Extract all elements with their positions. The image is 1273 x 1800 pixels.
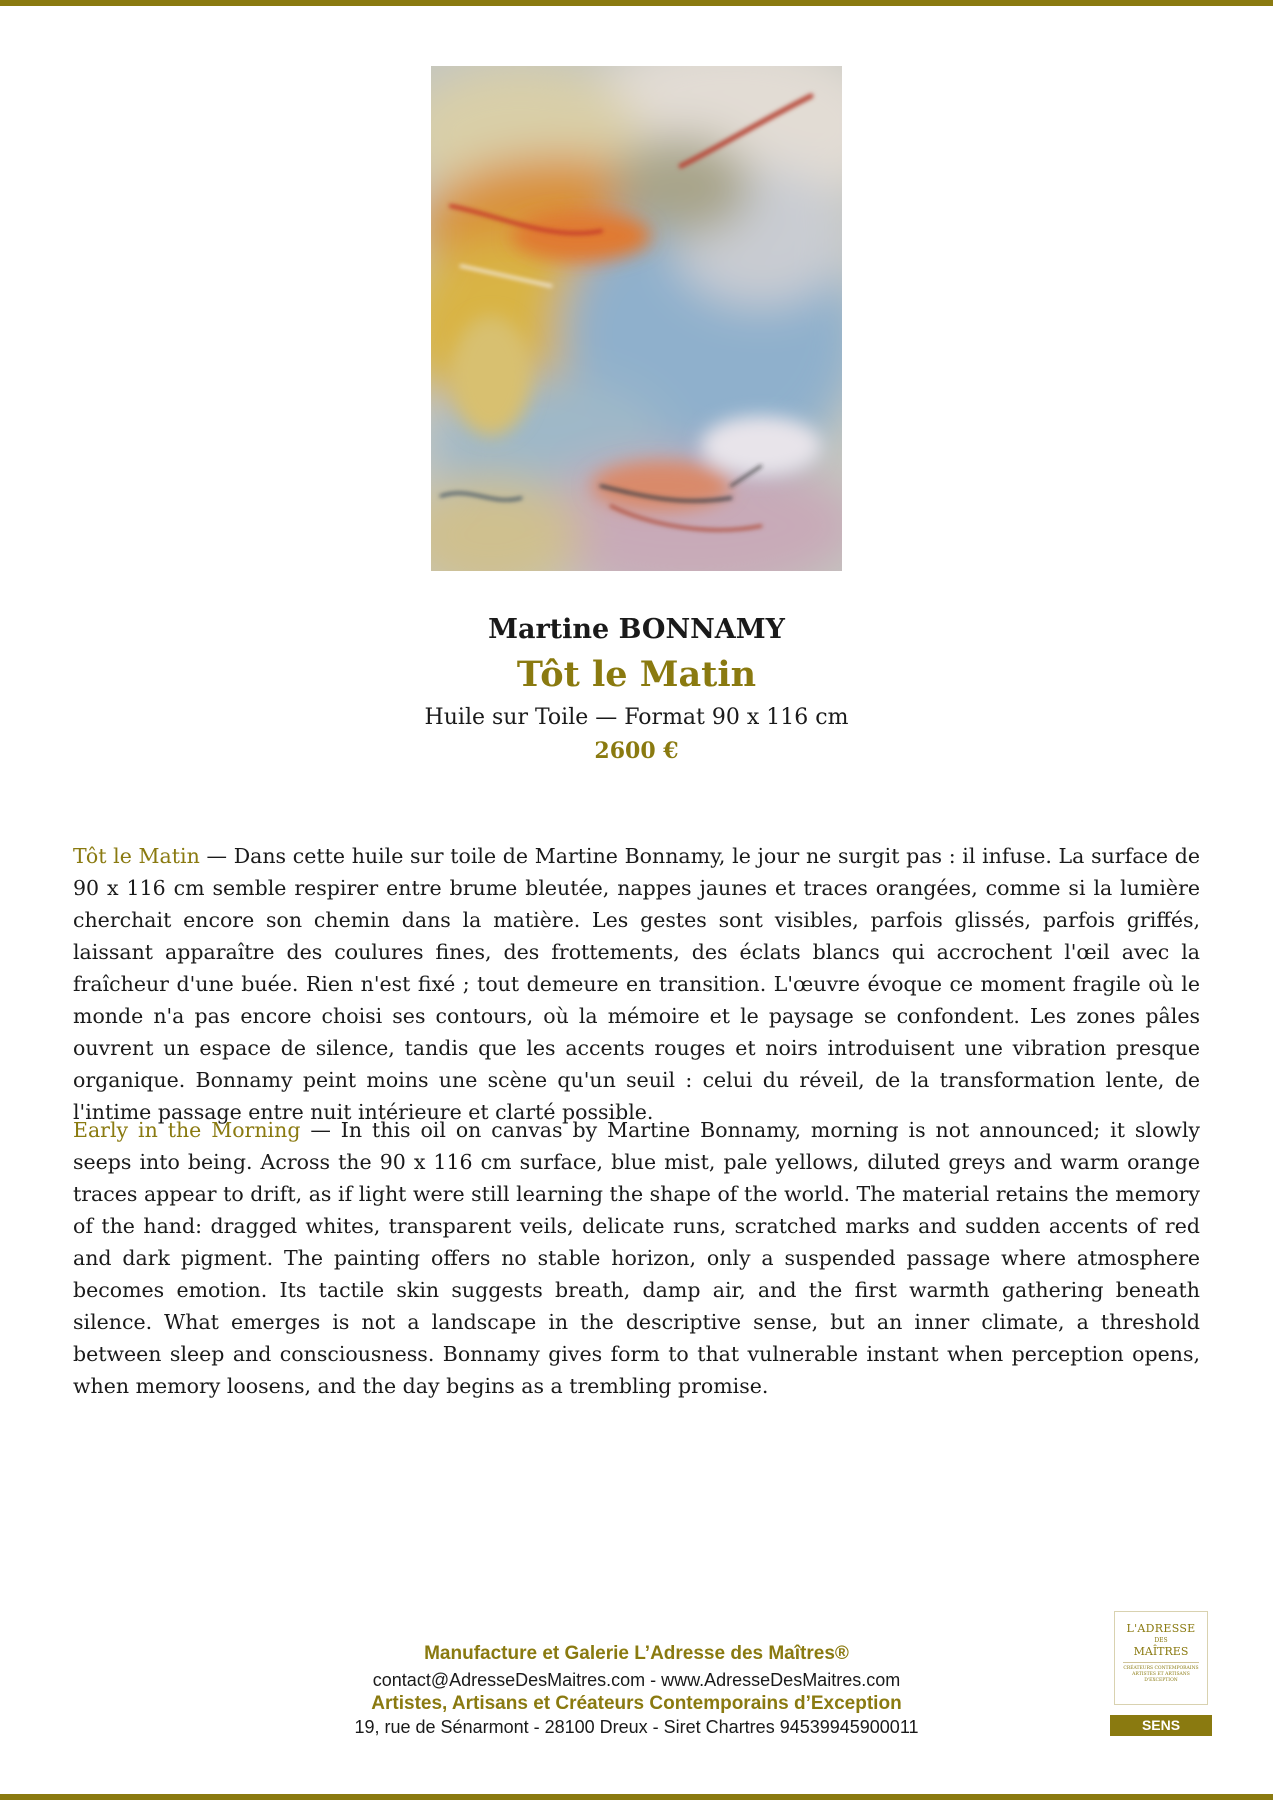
logo-line-4: CRÉATEURS CONTEMPORAINS ARTISTES ET ARTISANS D'EXCEPTION	[1123, 1666, 1199, 1683]
description-en	[73, 1114, 1200, 1402]
artwork-price: 2600 €	[594, 738, 679, 764]
description-en-lead: Early in the Morning	[73, 1118, 301, 1142]
logo-line-1: L'ADRESSE	[1126, 1622, 1196, 1635]
artwork-title: Tôt le Matin	[516, 654, 757, 695]
gallery-logo	[1114, 1611, 1208, 1705]
logo-line-2: DES	[1154, 1637, 1168, 1644]
logo-line-3: MAÎTRES	[1133, 1645, 1189, 1658]
description-fr-body: — Dans cette huile sur toile de Martine Bonnamy, le jour ne surgit pas : il infuse. La surface de 90 x 116 cm semble respirer entre brume bleutée, nappes jaunes et traces orangées, comme si la lumière cherchait encore son chemin dans la matière. Les gestes sont visibles, parfois glissés, parfois griffés, laissant apparaître des coulures fines, des frottements, des éclats blancs qui accrochent l'œil avec la fraîcheur d'une buée. Rien n'est fixé ; tout demeure en transition. L'œuvre évoque ce moment fragile où le monde n'a pas encore choisi ses contours, où la mémoire et le paysage se confondent. Les zones pâles ouvrent un espace de silence, tandis que les accents rouges et noirs introduisent une vibration presque organique. Bonnamy peint moins une scène qu'un seuil : celui du réveil, de la transformation lente, de l'intime passage entre nuit intérieure et clarté possible.	[73, 844, 1200, 1124]
artwork-image	[431, 66, 842, 571]
description-fr-lead: Tôt le Matin	[73, 844, 200, 868]
footer-address: 19, rue de Sénarmont - 28100 Dreux - Siret Chartres 94539945900011	[354, 1717, 919, 1737]
footer-contact: contact@AdresseDesMaitres.com - www.AdresseDesMaitres.com	[372, 1670, 901, 1690]
top-accent-bar	[0, 0, 1273, 6]
logo-divider	[1123, 1662, 1199, 1663]
artist-name: Martine BONNAMY	[488, 614, 785, 645]
description-en-body: — In this oil on canvas by Martine Bonnamy, morning is not announced; it slowly seeps into being. Across the 90 x 116 cm surface, blue mist, pale yellows, diluted greys and warm orange traces appear to drift, as if light were still learning the shape of the world. The material retains the memory of the hand: dragged whites, transparent veils, delicate runs, scratched marks and sudden accents of red and dark pigment. The painting offers no stable horizon, only a suspended passage where atmosphere becomes emotion. Its tactile skin suggests breath, damp air, and the first warmth gathering beneath silence. What emerges is not a landscape in the descriptive sense, but an inner climate, a threshold between sleep and consciousness. Bonnamy gives form to that vulnerable instant when perception opens, when memory loosens, and the day begins as a trembling promise.	[73, 1118, 1200, 1398]
footer-gallery-name: Manufacture et Galerie L’Adresse des Maîtres®	[424, 1643, 849, 1664]
description-fr	[73, 840, 1200, 1128]
footer-tagline: Artistes, Artisans et Créateurs Contemporains d’Exception	[371, 1693, 902, 1714]
artwork-medium: Huile sur Toile — Format 90 x 116 cm	[424, 705, 849, 730]
sens-badge: SENS	[1110, 1715, 1212, 1736]
bottom-accent-bar	[0, 1794, 1273, 1800]
